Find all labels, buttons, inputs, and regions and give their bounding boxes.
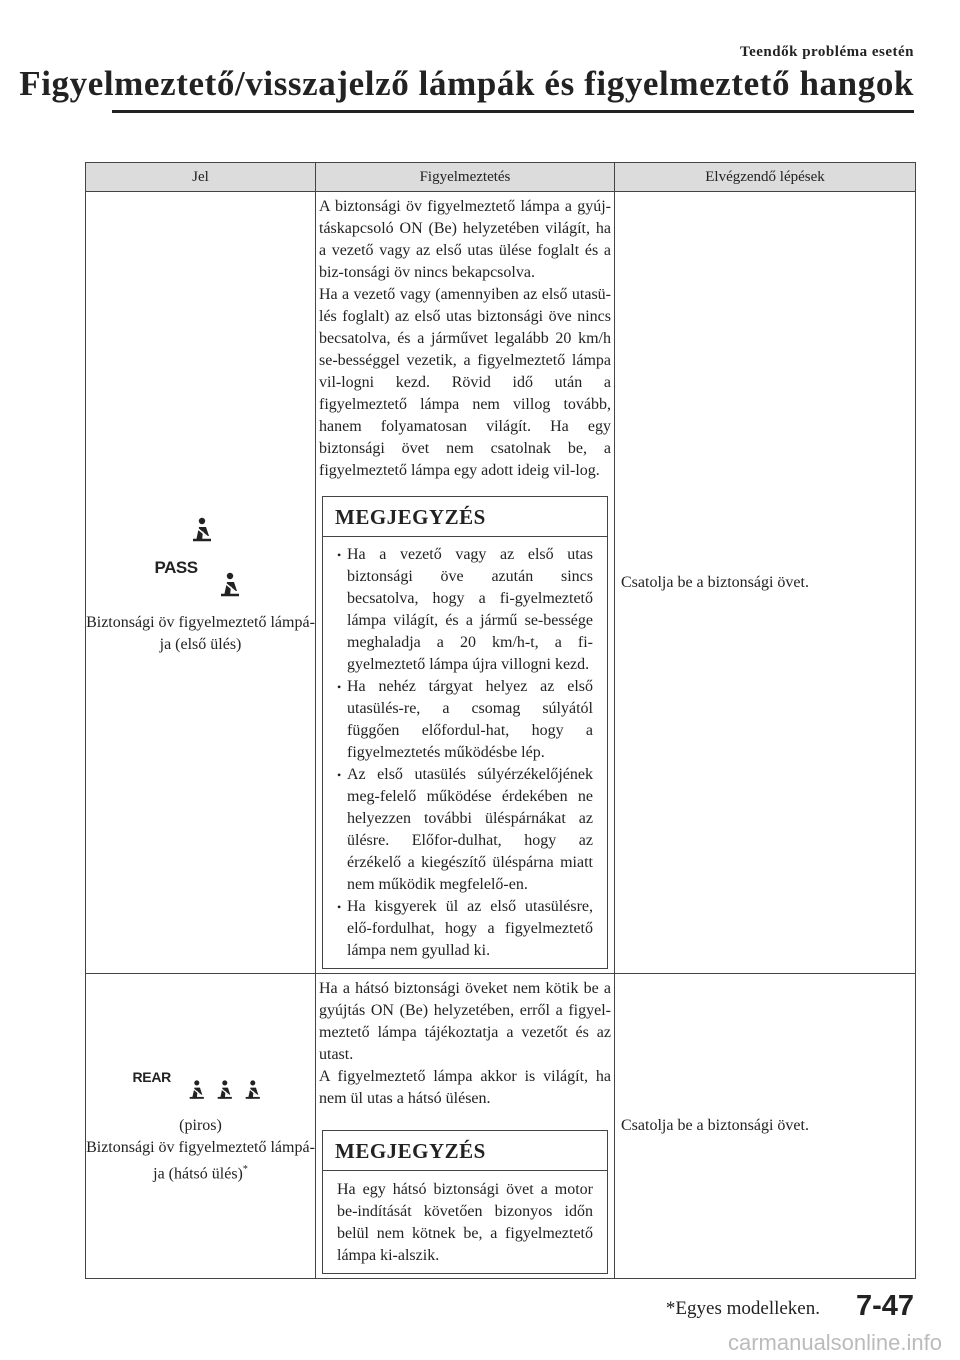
column-header-warning: Figyelmeztetés bbox=[316, 163, 615, 192]
page-number: 7-47 bbox=[855, 1290, 914, 1322]
symbol-caption-line-2: ja (első ülés) bbox=[159, 635, 242, 653]
symbol-caption-text: ja (hátsó ülés) bbox=[153, 1165, 243, 1183]
footnote: *Egyes modelleken. bbox=[665, 1298, 820, 1319]
symbol-caption-line-1: Biztonsági öv figyelmeztető lámpá- bbox=[86, 1139, 315, 1157]
warning-cell bbox=[316, 974, 615, 1279]
header-rule bbox=[112, 110, 914, 113]
table-row bbox=[86, 974, 916, 1279]
page-title: Figyelmeztető/visszajelző lámpák és figyelmeztető hangok bbox=[19, 64, 914, 103]
symbol-color: (piros) bbox=[179, 1117, 222, 1135]
note-bullet: • Ha a vezető vagy az első utas biztonsági öve azután sincs becsatolva, hogy a fi-gyelmeztető lámpa világít, és a jármű se-bessége meghaladja a 20 km/h-t, a fi-gyelmeztető lámpa újra villogni kezd. bbox=[337, 544, 593, 676]
note-box bbox=[322, 496, 608, 969]
pass-label: PASS bbox=[154, 557, 198, 577]
note-bullet: • Ha nehéz tárgyat helyez az első utasülés-re, a csomag súlyától függően előfordul-hat, hogy a figyelmeztetés működésbe lép. bbox=[337, 676, 593, 764]
footnote-mark: * bbox=[242, 1164, 248, 1176]
warning-text: Ha a hátsó biztonsági öveket nem kötik be a gyújtás ON (Be) helyzetében, erről a figyel-meztető lámpa tájékoztatja a vezetőt és az utast. bbox=[319, 980, 611, 1063]
action-text: Csatolja be a biztonsági övet. bbox=[621, 573, 809, 591]
column-header-action: Elvégzendő lépések bbox=[615, 163, 916, 192]
symbol-cell bbox=[86, 974, 316, 1279]
symbol-cell bbox=[86, 192, 316, 974]
rear-label: REAR bbox=[132, 1069, 171, 1086]
column-header-symbol: Jel bbox=[86, 163, 316, 192]
warning-text: A biztonsági öv figyelmeztető lámpa a gyúj-táskapcsoló ON (Be) helyzetében világít, ha a vezető vagy az első utas ülése foglalt és a biz-tonsági öv nincs bekapcsolva. bbox=[319, 198, 611, 281]
action-text: Csatolja be a biztonsági övet. bbox=[621, 1117, 809, 1134]
rear-seatbelt-warning-icon bbox=[133, 1066, 269, 1104]
note-bullet: • Az első utasülés súlyérzékelőjének meg-felelő működése érdekében ne helyezzen további üléspárnákat az ülésre. Előfor-dulhat, hogy az érzékelő a kiegészítő üléspárna miatt nem működik megfelelő-en. bbox=[337, 764, 593, 896]
warning-cell bbox=[316, 192, 615, 974]
note-title: MEGJEGYZÉS bbox=[323, 1131, 607, 1171]
note-title: MEGJEGYZÉS bbox=[323, 497, 607, 537]
warning-text-2: Ha a vezető vagy (amennyiben az első utasü-lés foglalt) az első utas biztonsági öve nincs becsatolva, és a járművet legalább 20 km/h se-bességgel vezetik, a figyelmeztető lámpa vil-logni kezd. Rövid idő után a figyelmeztető lámpa nem villog tovább, hanem folyamatosan világít. Ha egy biztonsági övet nem csatolnak be, a figyelmeztető lámpa egy adott ideig vil-log. bbox=[319, 286, 611, 479]
page-subtitle: Teendők probléma esetén bbox=[739, 44, 914, 60]
note-text: Ha egy hátsó biztonsági övet a motor be-indítását követően bizonyos időn belül nem kötnek be, a figyelmeztető lámpa ki-alszik. bbox=[337, 1181, 593, 1264]
seatbelt-warning-icon bbox=[86, 516, 315, 551]
note-body bbox=[323, 537, 607, 968]
action-cell bbox=[615, 192, 916, 974]
table-row bbox=[86, 192, 916, 974]
note-box bbox=[322, 1130, 608, 1274]
warning-lights-table bbox=[85, 162, 916, 1279]
action-cell bbox=[615, 974, 916, 1279]
note-bullet: • Ha kisgyerek ül az első utasülésre, elő-fordulhat, hogy a figyelmeztető lámpa nem gyullad ki. bbox=[337, 896, 593, 962]
pass-seatbelt-warning-icon bbox=[155, 557, 247, 601]
watermark: carmanualsonline.info bbox=[727, 1330, 942, 1355]
symbol-caption-line-1: Biztonsági öv figyelmeztető lámpá- bbox=[86, 613, 315, 631]
warning-text-2: A figyelmeztető lámpa akkor is világít, ha nem ül utas a hátsó ülésen. bbox=[319, 1068, 611, 1107]
symbol-caption-line-2 bbox=[86, 1159, 315, 1185]
table-header-row bbox=[86, 163, 916, 192]
